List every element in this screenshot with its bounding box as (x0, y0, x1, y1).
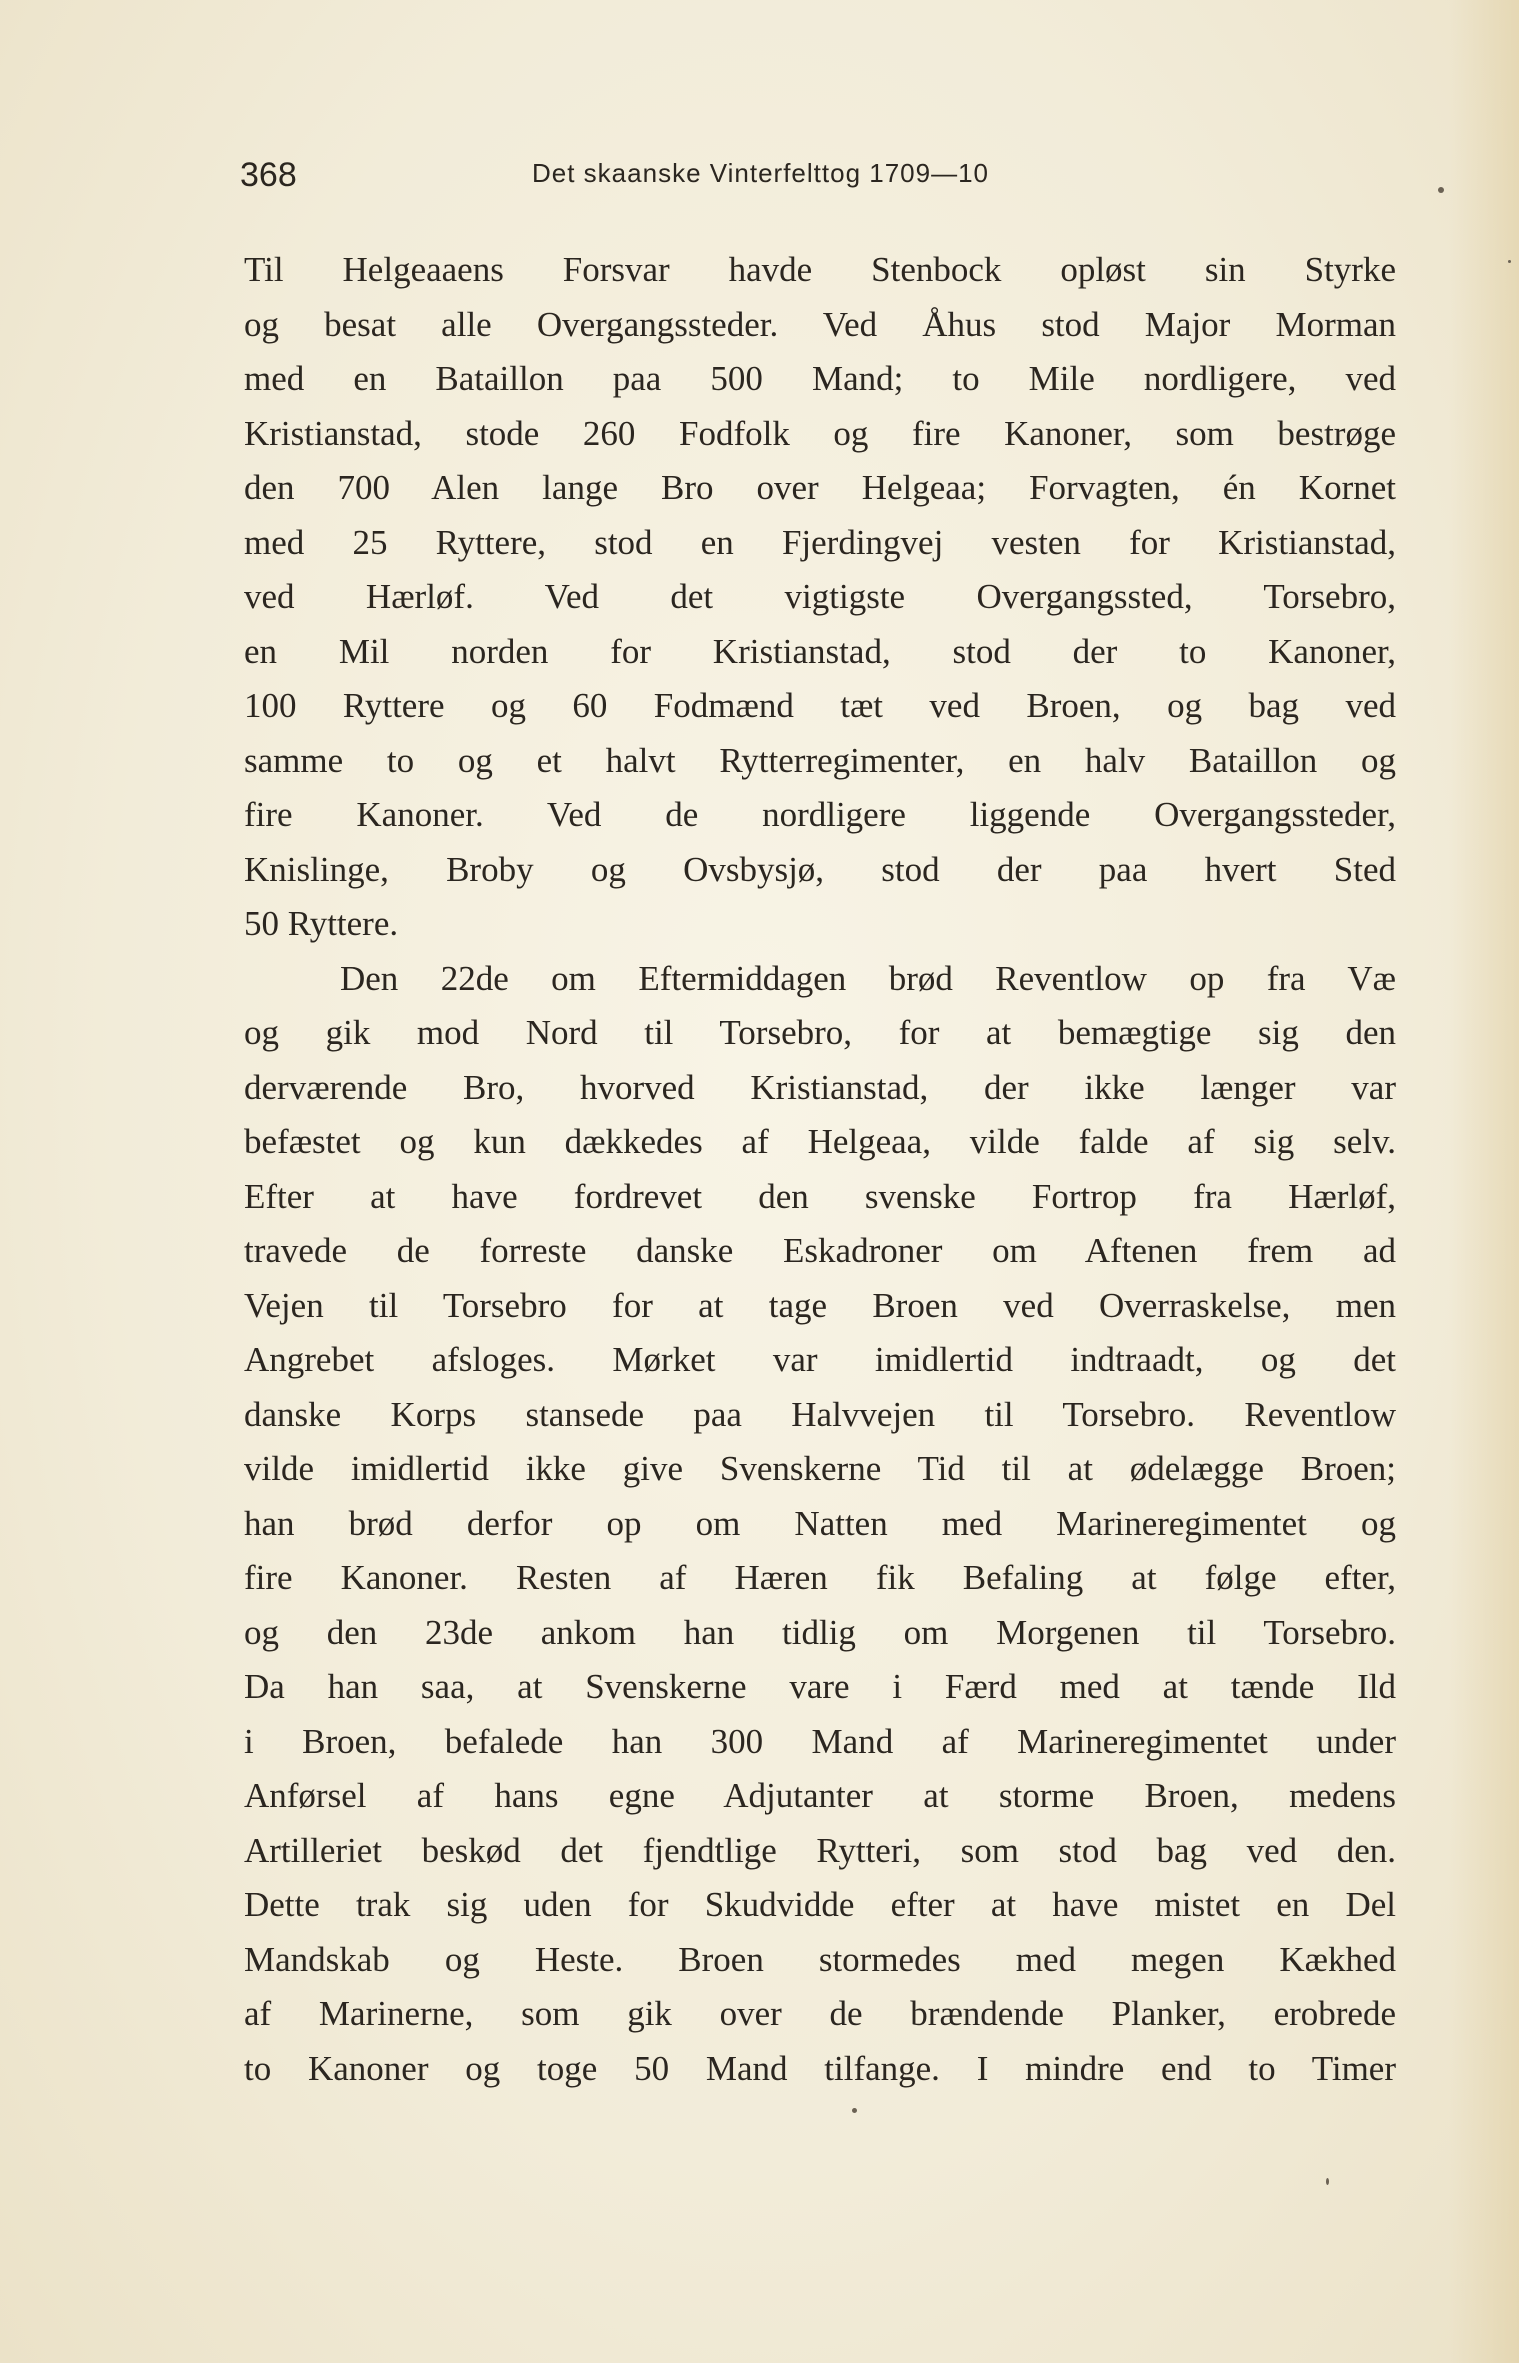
text-line: den 700 Alen lange Bro over Helgeaa; Forvagten, én Kornet (244, 468, 1396, 507)
paper-speck (1508, 260, 1511, 263)
text-line: Vejen til Torsebro for at tage Broen ved Overraskelse, men (244, 1285, 1396, 1325)
text-line: ved Hærløf. Ved det vigtigste Overgangssted, Torsebro, (244, 577, 1396, 616)
paper-speck (1438, 187, 1444, 193)
text-line: derværende Bro, hvorved Kristianstad, der ikke længer var (244, 1067, 1396, 1107)
text-line: og den 23de ankom han tidlig om Morgenen til Torsebro. (244, 1612, 1396, 1652)
text-line: vilde imidlertid ikke give Svenskerne Tid til at ødelægge Broen; (244, 1449, 1396, 1488)
text-line: fire Kanoner. Ved de nordligere liggende Overgangssteder, (244, 795, 1396, 834)
text-line: Knislinge, Broby og Ovsbysjø, stod der paa hvert Sted (244, 849, 1396, 889)
text-line: han brød derfor op om Natten med Marineregimentet og (244, 1503, 1396, 1543)
text-line: og besat alle Overgangssteder. Ved Åhus stod Major Morman (244, 304, 1396, 344)
text-line: og gik mod Nord til Torsebro, for at bemægtige sig den (244, 1013, 1396, 1052)
text-line: af Marinerne, som gik over de brændende Planker, erobrede (244, 1994, 1396, 2033)
text-line: med en Bataillon paa 500 Mand; to Mile nordligere, ved (244, 359, 1396, 398)
text-line: 50 Ryttere. (244, 904, 399, 943)
page-number: 368 (240, 156, 297, 194)
body-text (244, 243, 1396, 2096)
paper-speck (852, 2108, 857, 2113)
text-line-paragraph-start: Den 22de om Eftermiddagen brød Reventlow op fra Væ (340, 958, 1396, 998)
text-line: fire Kanoner. Resten af Hæren fik Befaling at følge efter, (244, 1558, 1396, 1597)
page-header (240, 150, 1410, 200)
text-line: 100 Ryttere og 60 Fodmænd tæt ved Broen, og bag ved (244, 686, 1396, 725)
text-line: Dette trak sig uden for Skudvidde efter at have mistet en Del (244, 1885, 1396, 1924)
page-edge-shading (1449, 0, 1519, 2363)
running-title: Det skaanske Vinterfelttog 1709—10 (532, 158, 990, 188)
text-line: Til Helgeaaens Forsvar havde Stenbock opløst sin Styrke (244, 250, 1396, 289)
text-line: to Kanoner og toge 50 Mand tilfange. I mindre end to Timer (244, 2048, 1396, 2088)
text-line: Kristianstad, stode 260 Fodfolk og fire Kanoner, som bestrøge (244, 413, 1396, 453)
paper-speck (1326, 2178, 1329, 2185)
text-line: samme to og et halvt Rytterregimenter, en halv Bataillon og (244, 740, 1396, 780)
text-line: Anførsel af hans egne Adjutanter at storme Broen, medens (244, 1776, 1396, 1815)
text-line: i Broen, befalede han 300 Mand af Marineregimentet under (244, 1721, 1396, 1761)
text-line: med 25 Ryttere, stod en Fjerdingvej vesten for Kristianstad, (244, 522, 1396, 562)
text-line: Angrebet afsloges. Mørket var imidlertid indtraadt, og det (244, 1340, 1396, 1379)
text-line: travede de forreste danske Eskadroner om Aftenen frem ad (244, 1231, 1396, 1270)
text-line: Mandskab og Heste. Broen stormedes med megen Kækhed (244, 1939, 1396, 1979)
text-line: Da han saa, at Svenskerne vare i Færd med at tænde Ild (244, 1667, 1396, 1706)
text-line: en Mil norden for Kristianstad, stod der to Kanoner, (244, 631, 1396, 671)
text-line: Artilleriet beskød det fjendtlige Rytteri, som stod bag ved den. (244, 1830, 1396, 1870)
text-line: Efter at have fordrevet den svenske Fortrop fra Hærløf, (244, 1176, 1396, 1216)
text-line: befæstet og kun dækkedes af Helgeaa, vilde falde af sig selv. (244, 1122, 1396, 1161)
text-line: danske Korps stansede paa Halvvejen til Torsebro. Reventlow (244, 1394, 1396, 1434)
